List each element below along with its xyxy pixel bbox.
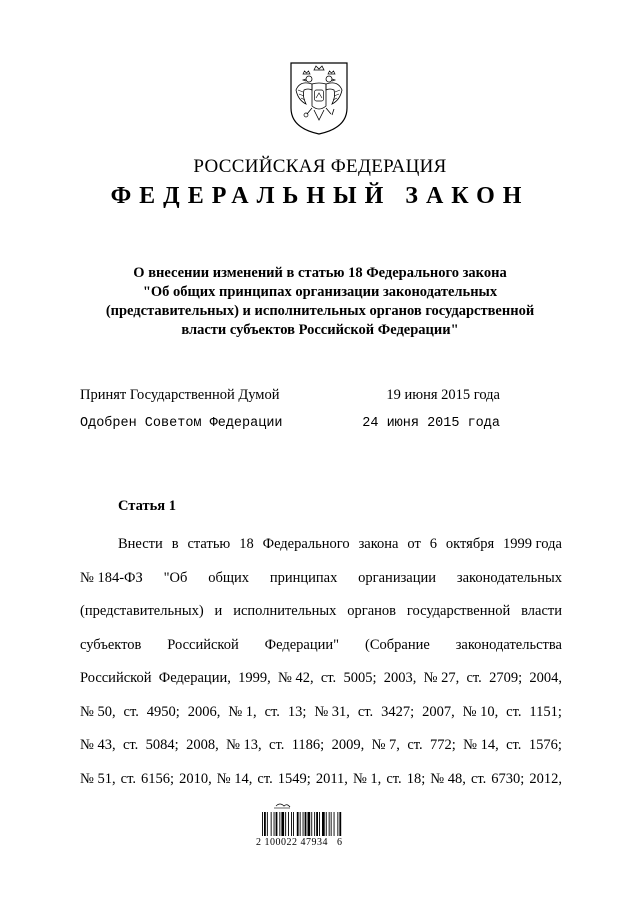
- article-word: законодательных: [456, 569, 562, 586]
- barcode-bar: [329, 812, 330, 836]
- article-word: 6156;: [141, 770, 175, 787]
- barcode-bar: [267, 812, 268, 836]
- article-word: 18: [239, 536, 254, 552]
- article-word: 13;: [287, 703, 307, 720]
- article-word: № 27,: [423, 670, 460, 686]
- subject-line: "Об общих принципах организации законодательных: [142, 284, 498, 300]
- barcode-bar: [319, 812, 320, 836]
- article-word: ст.: [407, 737, 423, 753]
- article-word: ст.: [506, 703, 522, 720]
- barcode-bar: [279, 812, 280, 836]
- barcode-bar: [293, 812, 294, 836]
- barcode-bar: [303, 812, 304, 836]
- article-word: 1549;: [277, 770, 311, 787]
- article-word: общих: [208, 569, 250, 586]
- barcode-bar: [276, 812, 278, 836]
- barcode-bar: [337, 812, 338, 836]
- council-approval-date: 24 июня 2015 года: [362, 416, 500, 431]
- article-word: от: [407, 536, 421, 552]
- barcode-bar: [311, 812, 312, 836]
- duma-adoption-label: Принят Государственной Думой: [80, 387, 280, 403]
- article-word: № 10,: [462, 703, 499, 720]
- barcode-bar: [274, 812, 275, 836]
- article-word: ст.: [269, 737, 285, 753]
- article-word: 3427;: [381, 703, 415, 720]
- article-word: ст.: [123, 703, 139, 720]
- barcode-bar: [297, 812, 299, 836]
- article-word: 1576;: [528, 737, 562, 753]
- article-word: Федерации": [264, 636, 340, 653]
- council-approval-label: Одобрен Советом Федерации: [80, 416, 283, 431]
- barcode-bar: [334, 812, 335, 836]
- article-word: 2006,: [187, 703, 221, 720]
- subject-line: (представительных) и исполнительных органов государственной: [105, 303, 535, 319]
- article-word: субъектов: [80, 636, 142, 653]
- article-word: 1186;: [291, 737, 325, 753]
- barcode-bar: [262, 812, 263, 836]
- subject-line: власти субъектов Российской Федерации": [181, 322, 459, 338]
- article-body-line: [80, 595, 562, 629]
- article-word: № 14,: [463, 737, 499, 753]
- article-word: ст.: [320, 670, 337, 686]
- article-word: статью: [187, 536, 231, 552]
- article-body-line: [80, 562, 562, 596]
- article-word: 4950;: [146, 703, 180, 720]
- duma-adoption-date: 19 июня 2015 года: [386, 387, 500, 403]
- article-word: № 14,: [216, 770, 253, 787]
- article-word: № 7,: [371, 737, 400, 753]
- article-word: 2709;: [489, 670, 523, 686]
- article-word: 2011,: [315, 770, 348, 787]
- article-word: "Об: [163, 569, 188, 586]
- article-word: Российской: [167, 636, 239, 653]
- article-word: ст.: [257, 770, 273, 787]
- article-body: [80, 528, 562, 796]
- article-word: исполнительных: [233, 603, 337, 619]
- barcode-bar: [300, 812, 301, 836]
- article-word: № 50,: [80, 703, 116, 720]
- article-word: 5005;: [343, 670, 377, 686]
- article-word: 2009,: [331, 737, 365, 753]
- article-word: № 43,: [80, 737, 116, 753]
- article-word: 2010,: [179, 770, 212, 787]
- article-word: ст.: [122, 737, 139, 753]
- barcode-bar: [285, 812, 286, 836]
- country-name: РОССИЙСКАЯ ФЕДЕРАЦИЯ: [193, 156, 447, 177]
- article-word: 1999 года: [503, 536, 562, 552]
- barcode-bar: [305, 812, 307, 836]
- article-word: Федерации,: [158, 670, 231, 686]
- article-word: и: [214, 603, 223, 619]
- article-word: власти: [521, 603, 562, 619]
- article-word: ст.: [466, 670, 482, 686]
- article-word: 772;: [430, 737, 456, 753]
- article-word: № 13,: [226, 737, 262, 753]
- article-word: октября: [445, 536, 495, 552]
- law-subject: [80, 264, 560, 340]
- article-word: ст.: [470, 770, 487, 787]
- barcode-bar: [281, 812, 284, 836]
- barcode-bar: [322, 812, 325, 836]
- barcode-bar: [308, 812, 311, 836]
- article-word: 2012,: [529, 770, 562, 787]
- article-word: 18;: [406, 770, 426, 787]
- article-word: ст.: [357, 703, 374, 720]
- article-word: Российской: [80, 670, 152, 686]
- barcode-bar: [264, 812, 266, 836]
- article-body-line: [80, 528, 562, 562]
- russian-coat-of-arms-icon: [288, 60, 350, 136]
- article-word: 2004,: [529, 670, 562, 686]
- barcode-bar: [316, 812, 318, 836]
- article-word: органов: [347, 603, 396, 619]
- article-word: 2007,: [422, 703, 455, 720]
- article-word: в: [171, 536, 179, 552]
- barcode-bar: [326, 812, 327, 836]
- article-word: 5084;: [145, 737, 179, 753]
- article-word: ст.: [120, 770, 136, 787]
- article-word: (Собрание: [365, 636, 430, 653]
- article-word: № 1,: [228, 703, 257, 720]
- barcode-bar: [314, 812, 315, 836]
- article-word: № 48,: [430, 770, 466, 787]
- article-word: 1999,: [238, 670, 271, 686]
- barcode-bar: [288, 812, 289, 836]
- article-body-line: [80, 729, 562, 763]
- barcode-bar: [331, 812, 332, 836]
- article-body-line: [80, 629, 562, 663]
- article-word: № 1,: [352, 770, 382, 787]
- barcode-bar: [339, 812, 341, 836]
- article-word: (представительных): [80, 603, 204, 619]
- article-word: 1151;: [529, 703, 562, 720]
- article-word: Федерального: [262, 536, 350, 552]
- article-word: ст.: [386, 770, 402, 787]
- article-word: ст.: [264, 703, 280, 720]
- article-body-line: [80, 696, 562, 730]
- signature-mark: [276, 804, 290, 807]
- article-word: закона: [358, 536, 399, 552]
- article-word: государственной: [406, 603, 511, 619]
- article-word: № 184-ФЗ: [80, 569, 143, 586]
- article-body-line: [80, 763, 562, 797]
- article-word: ст.: [506, 737, 522, 753]
- article-word: 2003,: [383, 670, 417, 686]
- barcode-number: 2 100022 47934 6: [256, 837, 343, 848]
- article-word: законодательства: [455, 636, 562, 653]
- article-word: принципах: [269, 569, 338, 586]
- article-heading: Статья 1: [118, 498, 176, 514]
- law-type-title: ФЕДЕРАЛЬНЫЙ ЗАКОН: [110, 183, 530, 209]
- article-body-line: [80, 662, 562, 696]
- article-word: № 51,: [80, 770, 116, 787]
- article-word: 6730;: [491, 770, 525, 787]
- article-word: 6: [429, 536, 437, 552]
- barcode-bar: [271, 812, 272, 836]
- article-word: 2008,: [186, 737, 219, 753]
- article-word: организации: [358, 569, 437, 586]
- article-word: Внести: [118, 536, 163, 552]
- article-word: № 31,: [314, 703, 350, 720]
- barcode-bar: [291, 812, 292, 836]
- barcode: [256, 800, 384, 860]
- article-word: № 42,: [278, 670, 314, 686]
- subject-line: О внесении изменений в статью 18 Федерального закона: [133, 265, 507, 281]
